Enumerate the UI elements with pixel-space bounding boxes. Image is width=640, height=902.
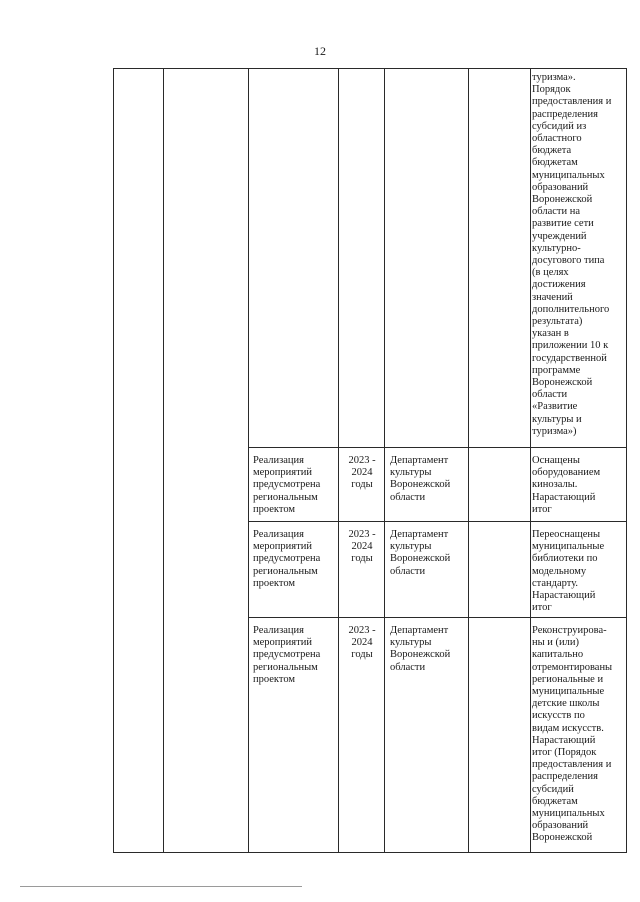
row-3-name: Реализация мероприятий предусмотрена региональным проектом bbox=[253, 625, 321, 685]
row-separator-1 bbox=[248, 447, 627, 448]
col-line-2 bbox=[248, 68, 249, 853]
row-1-result: Оснащены оборудованием кинозалы. Нарастающий итог bbox=[532, 455, 601, 515]
row-3-period: 2023 - 2024 годы bbox=[348, 625, 376, 661]
row-1-executor: Департамент культуры Воронежской области bbox=[390, 455, 451, 503]
row-separator-3 bbox=[248, 617, 627, 618]
row-2-period: 2023 - 2024 годы bbox=[348, 529, 376, 565]
footer-rule bbox=[20, 886, 302, 887]
row-3-executor: Департамент культуры Воронежской области bbox=[390, 625, 451, 673]
table-top-border bbox=[113, 68, 627, 69]
row-1-period: 2023 - 2024 годы bbox=[348, 455, 376, 491]
row-separator-2 bbox=[248, 521, 627, 522]
col-line-7 bbox=[626, 68, 627, 853]
col-line-6 bbox=[530, 68, 531, 853]
col-line-0 bbox=[113, 68, 114, 853]
col-line-5 bbox=[468, 68, 469, 853]
row-1-name: Реализация мероприятий предусмотрена региональным проектом bbox=[253, 455, 321, 515]
row-2-result: Переоснащены муниципальные библиотеки по модельному стандарту. Нарастающий итог bbox=[532, 529, 605, 614]
table-bottom-border bbox=[113, 852, 627, 853]
top-row-result: туризма». Порядок предоставления и распределения субсидий из областного бюджета бюджетам муниципальных образований Воронежской области на развитие сети учреждений культурно- досугового типа (в целях достижения значений дополнительного результата) указан в приложении 10 к государственной программе Воронежской области «Развитие культуры и туризма») bbox=[532, 72, 612, 437]
row-2-executor: Департамент культуры Воронежской области bbox=[390, 529, 451, 577]
page-number: 12 bbox=[314, 44, 326, 58]
col-line-1 bbox=[163, 68, 164, 853]
col-line-4 bbox=[384, 68, 385, 853]
row-3-result: Реконструирова- ны и (или) капитально отремонтированы региональные и муниципальные детские школы искусств по видам искусств. Нарастающий итог (Порядок предоставления и распределения субсидий бюджетам муниципальных образований Воронежской bbox=[532, 625, 613, 844]
row-2-name: Реализация мероприятий предусмотрена региональным проектом bbox=[253, 529, 321, 589]
